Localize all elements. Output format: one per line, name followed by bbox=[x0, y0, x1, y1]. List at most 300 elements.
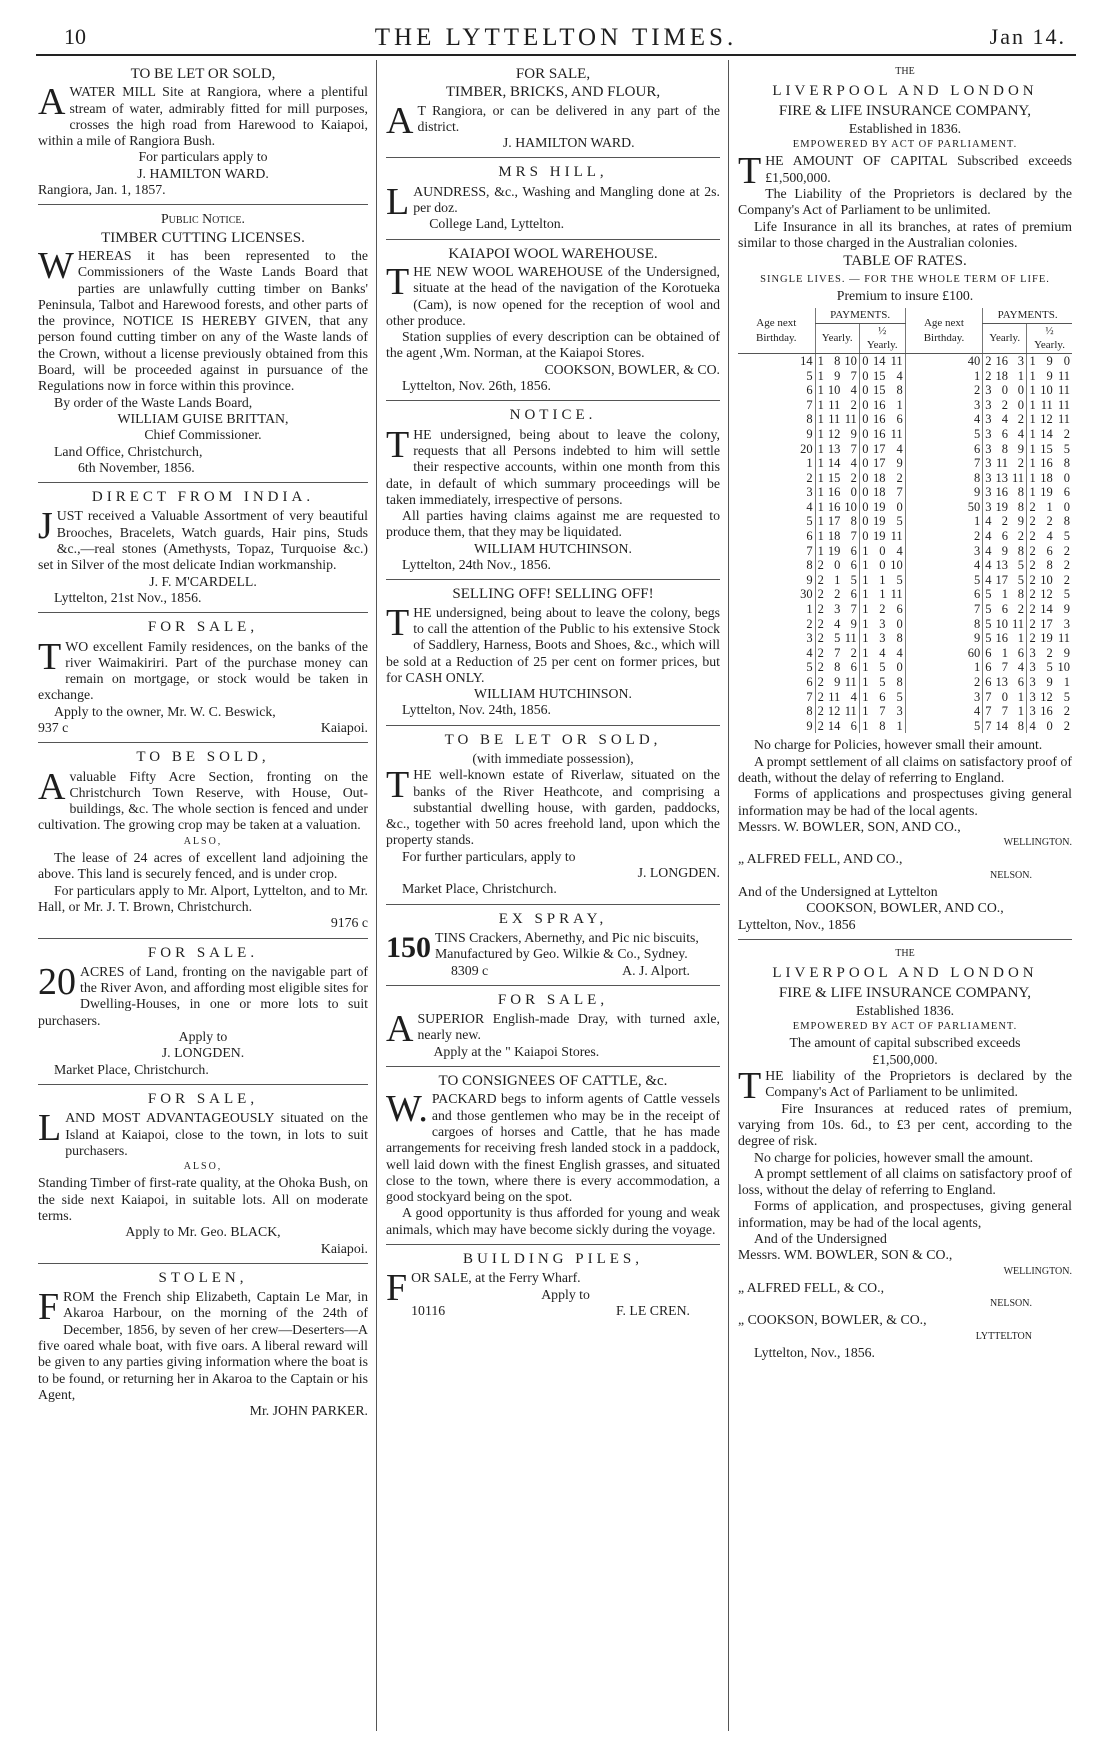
rates-cell: 6 bbox=[850, 718, 857, 733]
rates-cell: 2 bbox=[1027, 617, 1038, 632]
rates-cell: 4 bbox=[850, 383, 857, 398]
ad-signature: J. LONGDEN. bbox=[161, 1045, 245, 1061]
separator bbox=[386, 239, 720, 240]
rates-row bbox=[738, 353, 1072, 368]
rates-cell: 8 bbox=[806, 412, 813, 427]
ad-date: 6th November, 1856. bbox=[78, 459, 195, 475]
rates-row bbox=[738, 719, 1072, 734]
rates-cell: 9 bbox=[905, 485, 983, 500]
rates-cell: 18 bbox=[873, 470, 886, 485]
ad-body-2: Station supplies of every description can be obtained of the agent ,Wm. Norman, at the Kaiapoi Stores. bbox=[386, 329, 720, 361]
rates-cell: 10 bbox=[827, 383, 841, 398]
ad-body-2: The Liability of the Proprietors is declared by the Company's Act of Parliament to be unlimited. bbox=[738, 186, 1072, 218]
rates-cell: 2 bbox=[815, 587, 826, 602]
ad-agent-3: „ COOKSON, BOWLER, & CO., bbox=[738, 1312, 927, 1328]
rates-cell: 3 bbox=[1027, 675, 1038, 690]
drop-cap: T bbox=[386, 260, 410, 303]
rates-cell: 1 bbox=[859, 631, 870, 646]
rates-cell: 5 bbox=[1063, 441, 1070, 456]
rates-cell: 14 bbox=[995, 718, 1008, 733]
ad-body-6: And of the Undersigned bbox=[754, 1230, 887, 1246]
rates-cell: 2 bbox=[905, 529, 983, 544]
ad-number: 937 c bbox=[38, 719, 69, 735]
rates-cell: 1 bbox=[905, 514, 983, 529]
rates-cell: 0 bbox=[859, 485, 870, 500]
rates-cell: 11 bbox=[828, 397, 841, 412]
ad-body-4: A prompt settlement of all claims on satisfactory proof of loss, without the delay of referring to England. bbox=[738, 1165, 1072, 1198]
rates-row bbox=[738, 704, 1072, 719]
rates-cell: 13 bbox=[827, 441, 841, 456]
ad-dateline: Rangiora, Jan. 1, 1857. bbox=[38, 182, 166, 198]
rates-cell: 8 bbox=[896, 383, 903, 398]
rates-cell: 0 bbox=[1063, 353, 1070, 368]
rates-cell: 5 bbox=[1017, 572, 1025, 587]
ad-heading: TO BE LET OR SOLD, bbox=[130, 66, 276, 82]
rates-cell: 4 bbox=[1001, 412, 1008, 427]
rates-cell: 2 bbox=[1063, 704, 1070, 719]
ad-amount: The amount of capital subscribed exceeds bbox=[789, 1035, 1021, 1051]
rates-cell: 8 bbox=[896, 675, 903, 689]
ad-agent-4: COOKSON, BOWLER, AND CO., bbox=[806, 900, 1004, 916]
rates-cell: 14 bbox=[873, 353, 886, 368]
rates-cell: 2 bbox=[1017, 412, 1025, 427]
rates-cell: 2 bbox=[815, 660, 826, 675]
rates-cell: 1 bbox=[815, 456, 826, 471]
rates-cell: 6 bbox=[983, 660, 994, 675]
ad-heading-2: FIRE & LIFE INSURANCE COMPANY, bbox=[778, 984, 1032, 1001]
rates-cell: 5 bbox=[983, 602, 994, 617]
rates-cell: 2 bbox=[905, 675, 983, 690]
rates-cell: 6 bbox=[850, 558, 857, 573]
ad-body: valuable Fifty Acre Section, fronting on the Christchurch Town Reserve, with House, Out-buildings, &c. The whole section is fenced and under cultivation. The growing crop may be taken at a valuation. bbox=[38, 768, 368, 833]
ad-signature: WILLIAM HUTCHINSON. bbox=[474, 686, 632, 702]
ad-dateline: Lyttelton, Nov., 1856 bbox=[738, 916, 856, 932]
rates-cell: 0 bbox=[1017, 383, 1025, 398]
ad-established: Established 1836. bbox=[855, 1002, 955, 1018]
rates-cell: 7 bbox=[806, 543, 813, 558]
ad-timber-bricks-flour bbox=[386, 66, 720, 151]
ad-body: ROM the French ship Elizabeth, Captain Le Mar, in Akaroa Harbour, on the morning of the 24th of December, 1856, by seven of her crew—Deserters—A five oared whale boat, with five oars. A liberal reward will be given to any parties giving information where the boat is to be found, or returning her in Akaroa to the Captain or his Agent, bbox=[38, 1289, 368, 1402]
rates-cell: 7 bbox=[850, 529, 857, 544]
ad-signature: J. HAMILTON WARD. bbox=[502, 135, 635, 151]
rates-cell: 6 bbox=[1046, 543, 1053, 558]
rates-cell: 6 bbox=[1001, 602, 1008, 617]
separator bbox=[38, 1263, 368, 1264]
rates-cell: 2 bbox=[815, 558, 826, 573]
rates-cell: 18 bbox=[1040, 470, 1053, 485]
rates-cell: 1 bbox=[1017, 689, 1025, 704]
rates-table bbox=[738, 308, 1072, 733]
rates-cell: 7 bbox=[850, 368, 857, 383]
rates-cell: 8 bbox=[806, 704, 813, 719]
ad-body-3: For particulars apply to Mr. Alport, Lyttelton, and to Mr. Hall, or Mr. J. T. Brown, Christchurch. bbox=[38, 882, 368, 914]
column-rule-1 bbox=[376, 60, 377, 1731]
table-premium: Premium to insure £100. bbox=[836, 287, 974, 303]
rates-row bbox=[738, 587, 1072, 602]
rates-cell: 15 bbox=[873, 368, 886, 383]
rates-cell: 10 bbox=[844, 353, 857, 368]
rates-cell: 3 bbox=[1027, 646, 1038, 661]
rates-cell: 9 bbox=[1017, 514, 1025, 529]
separator bbox=[386, 157, 720, 158]
rates-cell: 2 bbox=[1063, 543, 1070, 558]
separator bbox=[38, 482, 368, 483]
rates-cell: 18 bbox=[995, 368, 1008, 383]
ad-apply: Apply to the owner, Mr. W. C. Beswick, bbox=[54, 703, 276, 719]
rates-row bbox=[738, 631, 1072, 646]
rates-cell: 1 bbox=[1017, 704, 1025, 719]
rates-row bbox=[738, 646, 1072, 661]
separator bbox=[386, 985, 720, 986]
rates-cell: 2 bbox=[815, 602, 826, 617]
rates-cell: 2 bbox=[1027, 587, 1038, 602]
rates-cell: 11 bbox=[1057, 383, 1070, 398]
rates-cell: 1 bbox=[815, 514, 826, 529]
rates-cell: 19 bbox=[873, 514, 886, 529]
ad-riverlaw bbox=[386, 732, 720, 898]
rates-cell: 16 bbox=[1040, 704, 1053, 719]
masthead bbox=[36, 24, 1076, 52]
rates-row bbox=[738, 369, 1072, 384]
rates-cell: 7 bbox=[905, 602, 983, 617]
rates-cell: 9 bbox=[834, 675, 841, 689]
rates-cell: 16 bbox=[827, 485, 841, 500]
rates-cell: 1 bbox=[1017, 631, 1025, 646]
ad-body: WATER MILL Site at Rangiora, where a plentiful stream of water, admirably fitted for mill purposes, crosses the high road from Harewood to Kaiapoi, within a mile of Rangiora Bush. bbox=[38, 84, 368, 149]
rates-cell: 1 bbox=[859, 704, 870, 719]
rates-cell: 8 bbox=[834, 660, 841, 675]
ad-heading: BUILDING PILES, bbox=[463, 1251, 643, 1267]
rates-cell: 3 bbox=[983, 383, 994, 398]
rates-cell: 1 bbox=[1001, 645, 1008, 660]
rates-cell: 2 bbox=[815, 704, 826, 719]
ad-body-2: The lease of 24 acres of excellent land adjoining the above. This land is securely fenced, and is under crop. bbox=[38, 850, 368, 882]
rates-cell: 2 bbox=[850, 645, 857, 660]
ad-fifty-acre-section bbox=[38, 749, 368, 931]
rates-cell: 9 bbox=[896, 456, 903, 471]
ad-place: Market Place, Christchurch. bbox=[54, 1061, 209, 1077]
rates-cell: 11 bbox=[890, 353, 903, 368]
ad-agent-1-place: WELLINGTON. bbox=[1003, 837, 1072, 849]
rates-cell: 0 bbox=[859, 353, 870, 368]
rates-cell: 40 bbox=[905, 353, 983, 368]
rates-cell: 3 bbox=[834, 602, 841, 617]
rates-cell: 13 bbox=[995, 675, 1008, 689]
ad-signature: COOKSON, BOWLER, & CO. bbox=[544, 361, 720, 377]
ad-body: UST received a Valuable Assortment of very beautiful Brooches, Bracelets, Watch guards, Hair pins, Studs &c.,—real stones (Amethysts, Topaz, Turquoise &c.) set in Silver of the most delicate Indian workmanship. bbox=[38, 508, 368, 573]
col-yearly: Yearly. bbox=[983, 323, 1027, 353]
rates-cell: 6 bbox=[896, 602, 903, 617]
rates-cell: 1 bbox=[1001, 587, 1008, 602]
rates-cell: 16 bbox=[873, 397, 886, 412]
rates-cell: 1 bbox=[815, 369, 826, 384]
ad-direct-from-india bbox=[38, 489, 368, 606]
ad-also: ALSO, bbox=[183, 835, 223, 847]
rates-cell: 12 bbox=[827, 426, 841, 441]
rates-cell: 0 bbox=[859, 412, 870, 427]
ad-body: HE liability of the Proprietors is declared by the Company's Act of Parliament to be unlimited. bbox=[765, 1068, 1072, 1100]
rates-cell: 1 bbox=[859, 675, 870, 690]
rates-cell: 1 bbox=[806, 602, 813, 617]
rates-cell: 11 bbox=[844, 412, 857, 427]
rates-cell: 11 bbox=[1057, 631, 1070, 646]
rates-cell: 12 bbox=[1040, 412, 1053, 427]
rates-cell: 2 bbox=[1027, 500, 1038, 515]
rates-row bbox=[738, 456, 1072, 471]
rates-row bbox=[738, 383, 1072, 398]
rates-cell: 2 bbox=[834, 587, 841, 602]
rates-cell: 19 bbox=[873, 529, 886, 544]
drop-cap: T bbox=[738, 1065, 762, 1108]
rates-cell: 7 bbox=[1001, 704, 1008, 719]
rates-cell: 3 bbox=[983, 485, 994, 500]
rates-cell: 2 bbox=[1046, 514, 1053, 529]
rates-cell: 4 bbox=[905, 412, 983, 427]
rates-cell: 2 bbox=[815, 675, 826, 690]
rates-cell: 2 bbox=[1027, 602, 1038, 617]
rates-cell: 7 bbox=[983, 719, 994, 734]
masthead-rule bbox=[36, 54, 1076, 56]
ad-place: Kaiapoi. bbox=[320, 1240, 368, 1256]
rates-cell: 18 bbox=[873, 485, 886, 500]
ad-heading-2: FIRE & LIFE INSURANCE COMPANY, bbox=[778, 102, 1032, 119]
ad-body: OR SALE, at the Ferry Wharf. bbox=[411, 1270, 581, 1286]
rates-row bbox=[738, 514, 1072, 529]
rates-cell: 2 bbox=[983, 369, 994, 384]
ad-timber-licenses bbox=[38, 211, 368, 476]
rates-cell: 0 bbox=[859, 529, 870, 544]
rates-cell: 11 bbox=[1057, 397, 1070, 412]
rates-cell: 4 bbox=[1046, 529, 1053, 544]
rates-cell: 5 bbox=[1063, 529, 1070, 544]
drop-cap: T bbox=[38, 635, 62, 678]
rates-cell: 5 bbox=[905, 719, 983, 734]
rates-cell: 19 bbox=[1040, 631, 1053, 646]
rates-cell: 0 bbox=[1001, 689, 1008, 704]
rates-row bbox=[738, 412, 1072, 427]
rates-row bbox=[738, 485, 1072, 500]
ad-body: HE undersigned, being about to leave the colony, requests that all Persons indebted to him will settle their respective accounts, within one month from this date, in default of which summary proceedings will be taken immediately, irrespective of persons. bbox=[386, 426, 720, 507]
rates-cell: 1 bbox=[1027, 442, 1038, 457]
rates-cell: 8 bbox=[905, 471, 983, 486]
rates-cell: 1 bbox=[896, 397, 903, 412]
rates-cell: 4 bbox=[983, 514, 994, 529]
rates-cell: 9 bbox=[850, 426, 857, 441]
ad-heading: KAIAPOI WOOL WAREHOUSE. bbox=[448, 245, 658, 262]
rates-row bbox=[738, 544, 1072, 559]
rates-cell: 30 bbox=[800, 587, 813, 602]
rates-cell: 1 bbox=[815, 442, 826, 457]
ad-heading: FOR SALE, bbox=[497, 991, 609, 1008]
ad-body: HE undersigned, being about to leave the colony, begs to call the attention of the Public to his extensive Stock of Saddlery, Harness, Boots and Shoes, &c., which will be sold at a Reduction of 25 per cent on former prices, but for CASH ONLY. bbox=[386, 604, 720, 685]
rates-cell: 9 bbox=[1001, 543, 1008, 558]
rates-cell: 0 bbox=[859, 442, 870, 457]
ad-body: SUPERIOR English-made Dray, with turned axle, nearly new. bbox=[417, 1011, 720, 1043]
rates-cell: 11 bbox=[828, 412, 841, 427]
rates-cell: 15 bbox=[1040, 441, 1053, 456]
ad-body: HE AMOUNT OF CAPITAL Subscribed exceeds £1,500,000. bbox=[765, 153, 1072, 185]
rates-cell: 13 bbox=[995, 470, 1008, 485]
rates-cell: 0 bbox=[834, 558, 841, 573]
drop-cap: T bbox=[386, 601, 410, 644]
rates-cell: 7 bbox=[834, 645, 841, 660]
rates-cell: 1 bbox=[1027, 427, 1038, 442]
rates-cell: 2 bbox=[850, 470, 857, 485]
rates-cell: 9 bbox=[1046, 368, 1053, 383]
rates-cell: 1 bbox=[1027, 353, 1038, 368]
rates-cell: 0 bbox=[879, 558, 886, 573]
ad-body-2: Standing Timber of first-rate quality, at the Ohoka Bush, on the side next Kaiapoi, in suitable lots. All on moderate terms. bbox=[38, 1175, 368, 1223]
rates-cell: 8 bbox=[1017, 543, 1025, 558]
ad-heading: EX SPRAY, bbox=[498, 910, 608, 927]
rates-cell: 2 bbox=[1063, 572, 1070, 587]
rates-cell: 1 bbox=[1017, 368, 1025, 383]
rates-row bbox=[738, 427, 1072, 442]
rates-cell: 20 bbox=[800, 441, 813, 456]
ad-place: Kaiapoi. bbox=[320, 719, 368, 735]
rates-cell: 6 bbox=[806, 675, 813, 689]
rates-cell: 14 bbox=[1040, 426, 1053, 441]
rates-cell: 1 bbox=[815, 398, 826, 413]
ad-signature: WILLIAM GUISE BRITTAN, bbox=[117, 410, 289, 426]
rates-cell: 1 bbox=[1027, 485, 1038, 500]
drop-cap: L bbox=[386, 180, 410, 223]
rates-cell: 1 bbox=[859, 617, 870, 632]
rates-cell: 2 bbox=[815, 690, 826, 705]
ad-body-5: Forms of application, and prospectuses, giving general information, may be had of the local agents, bbox=[738, 1198, 1072, 1230]
drop-cap: T bbox=[386, 423, 410, 466]
ad-apply: Apply to Mr. Geo. BLACK, bbox=[125, 1224, 281, 1240]
rates-cell: 2 bbox=[1063, 426, 1070, 441]
rates-cell: 60 bbox=[905, 646, 983, 661]
rates-cell: 19 bbox=[1040, 485, 1053, 500]
rates-cell: 6 bbox=[896, 412, 903, 427]
rates-cell: 0 bbox=[859, 456, 870, 471]
rates-cell: 50 bbox=[905, 500, 983, 515]
rates-cell: 5 bbox=[983, 631, 994, 646]
rates-cell: 16 bbox=[995, 631, 1008, 646]
rates-cell: 2 bbox=[1027, 631, 1038, 646]
ad-body: HE well-known estate of Riverlaw, situated on the banks of the River Heathcote, and comprising a substantial dwelling house, with garden, paddocks, &c., together with 50 acres freehold land, upon which the property stands. bbox=[386, 767, 720, 848]
rates-cell: 11 bbox=[844, 675, 857, 689]
rates-cell: 7 bbox=[983, 690, 994, 705]
ad-dray bbox=[386, 992, 720, 1060]
rates-cell: 3 bbox=[905, 544, 983, 559]
rates-cell: 1 bbox=[859, 558, 870, 573]
rates-cell: 9 bbox=[806, 718, 813, 733]
rates-cell: 7 bbox=[806, 397, 813, 412]
ad-body-2: Manufactured by Geo. Wilkie & Co., Sydney. bbox=[435, 946, 688, 962]
rates-cell: 0 bbox=[859, 427, 870, 442]
rates-cell: 12 bbox=[827, 704, 841, 719]
ad-heading: NOTICE. bbox=[509, 407, 597, 424]
ad-heading: MRS HILL, bbox=[498, 164, 608, 181]
col-half-yearly: ½ Yearly. bbox=[1027, 323, 1072, 353]
rates-cell: 1 bbox=[859, 690, 870, 705]
ad-heading: FOR SALE, bbox=[147, 619, 259, 636]
rates-cell: 6 bbox=[806, 529, 813, 544]
rates-cell: 2 bbox=[1001, 397, 1008, 412]
ad-signature: J. HAMILTON WARD. bbox=[137, 165, 269, 181]
ad-body: TINS Crackers, Abernethy, and Pic nic biscuits, bbox=[435, 929, 699, 945]
ad-heading: FOR SALE, bbox=[147, 1090, 259, 1107]
rates-cell: 4 bbox=[896, 368, 903, 383]
rates-cell: 1 bbox=[859, 544, 870, 559]
rates-cell: 6 bbox=[806, 383, 813, 398]
rates-row bbox=[738, 675, 1072, 690]
rates-cell: 1 bbox=[1027, 398, 1038, 413]
ad-agent-1: Messrs. W. BOWLER, SON, AND CO., bbox=[738, 818, 961, 834]
ad-subheading: (with immediate possession), bbox=[472, 750, 634, 766]
rates-cell: 11 bbox=[1012, 616, 1025, 631]
ad-heading: LIVERPOOL AND LONDON bbox=[772, 965, 1038, 982]
rates-cell: 19 bbox=[827, 543, 841, 558]
rates-cell: 11 bbox=[995, 456, 1008, 471]
rates-cell: 1 bbox=[1027, 456, 1038, 471]
ad-place: Land Office, Christchurch, bbox=[54, 443, 203, 459]
ad-notice bbox=[386, 407, 720, 573]
rates-cell: 4 bbox=[850, 456, 857, 471]
rates-cell: 0 bbox=[850, 485, 857, 500]
rates-cell: 0 bbox=[859, 471, 870, 486]
rates-cell: 7 bbox=[1001, 660, 1008, 675]
ad-agent-2-place: NELSON. bbox=[990, 869, 1032, 881]
rates-cell: 6 bbox=[905, 587, 983, 602]
rates-cell: 5 bbox=[896, 572, 903, 587]
rates-cell: 8 bbox=[1017, 499, 1025, 514]
rates-cell: 16 bbox=[1040, 456, 1053, 471]
rates-cell: 9 bbox=[1063, 645, 1070, 660]
rates-cell: 9 bbox=[1046, 353, 1053, 368]
ad-agent-2-place: NELSON. bbox=[990, 1298, 1032, 1310]
rates-cell: 5 bbox=[879, 660, 886, 675]
rates-cell: 8 bbox=[879, 718, 886, 733]
rates-cell: 4 bbox=[905, 558, 983, 573]
rates-cell: 4 bbox=[896, 441, 903, 456]
rates-cell: 2 bbox=[896, 470, 903, 485]
rates-cell: 5 bbox=[983, 617, 994, 632]
rates-cell: 3 bbox=[905, 690, 983, 705]
rates-cell: 2 bbox=[879, 602, 886, 617]
ad-heading: LIVERPOOL AND LONDON bbox=[772, 83, 1038, 100]
ad-dateline: Lyttelton, Nov. 24th, 1856. bbox=[402, 702, 551, 718]
rates-cell: 11 bbox=[1057, 368, 1070, 383]
ad-body: ACRES of Land, fronting on the navigable part of the River Avon, and affording most eligible sites for Dwelling-Houses, in one or more lots to suit purchasers. bbox=[38, 963, 368, 1028]
rates-cell: 3 bbox=[1063, 616, 1070, 631]
rates-cell: 2 bbox=[1027, 558, 1038, 573]
rates-cell: 0 bbox=[859, 500, 870, 515]
rates-cell: 14 bbox=[827, 718, 841, 733]
rates-cell: 2 bbox=[1027, 573, 1038, 588]
col-payments: PAYMENTS. bbox=[983, 308, 1072, 323]
rates-cell: 2 bbox=[1017, 456, 1025, 471]
ad-apply: Apply to bbox=[541, 1286, 590, 1302]
ad-dateline: Lyttelton, Nov., 1856. bbox=[754, 1345, 875, 1361]
ad-number: 8309 c bbox=[451, 962, 489, 978]
rates-cell: 7 bbox=[879, 704, 886, 719]
rates-cell: 3 bbox=[983, 471, 994, 486]
ad-dateline: Lyttelton, 24th Nov., 1856. bbox=[402, 557, 551, 573]
ad-heading: SELLING OFF! SELLING OFF! bbox=[452, 586, 654, 603]
rates-cell: 10 bbox=[1057, 660, 1070, 675]
rates-row bbox=[738, 398, 1072, 413]
rates-cell: 9 bbox=[850, 616, 857, 631]
rates-cell: 1 bbox=[815, 500, 826, 515]
rates-cell: 1 bbox=[815, 529, 826, 544]
rates-cell: 17 bbox=[873, 441, 886, 456]
ad-agent-1-place: WELLINGTON. bbox=[1003, 1265, 1072, 1277]
rates-row bbox=[738, 660, 1072, 675]
